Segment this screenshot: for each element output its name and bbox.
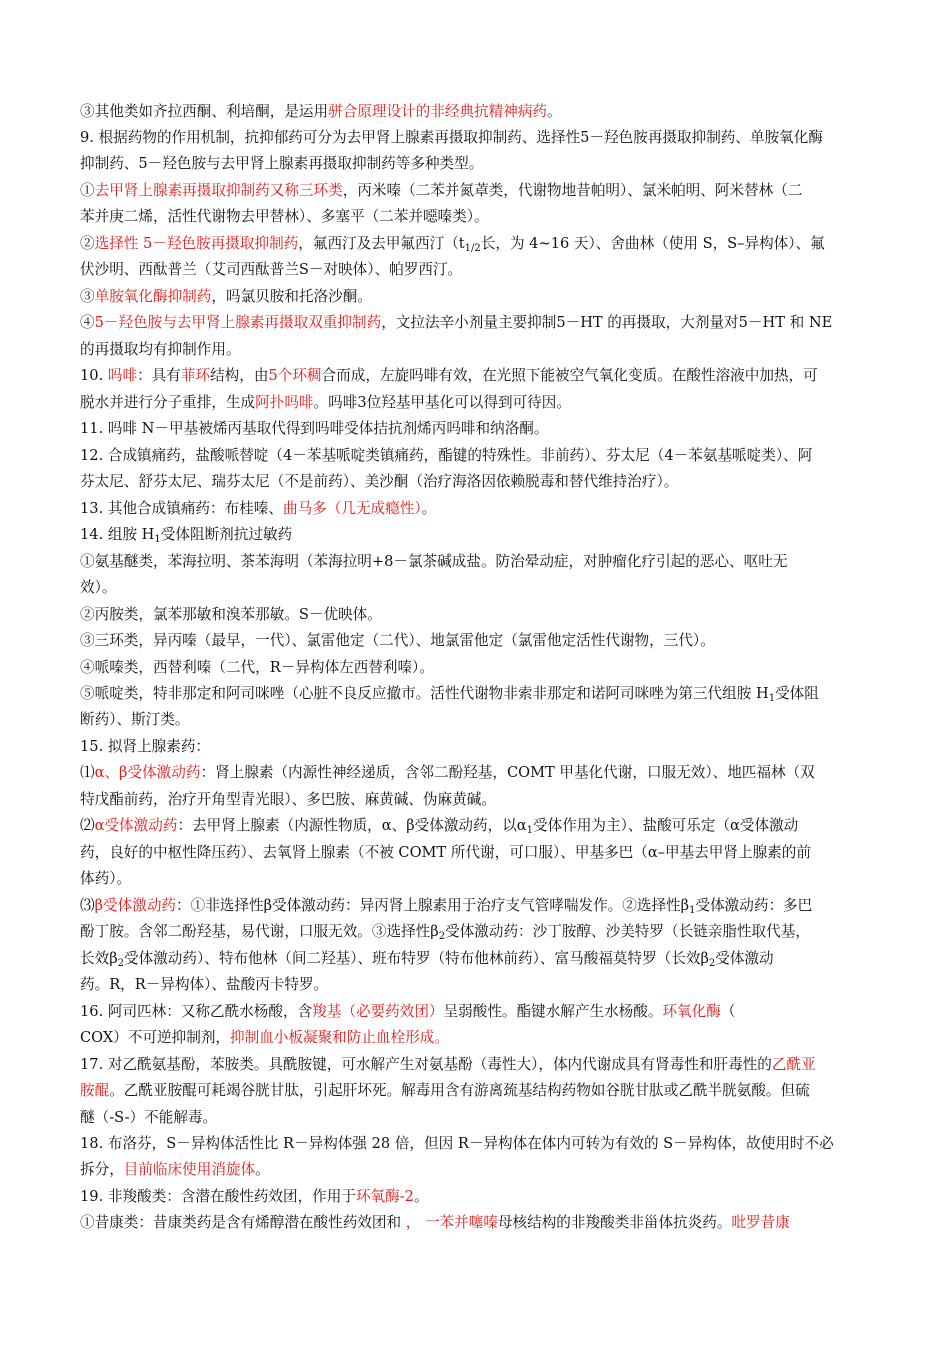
highlighted-text: 抑制血小板凝聚和防止血栓形成。 [230,1029,449,1046]
text-line [80,128,823,148]
text-segment: 特戊酯前药，治疗开角型青光眼）、多巴胺、麻黄碱、伪麻黄碱。 [80,791,496,808]
highlighted-text: 菲环 [180,367,211,384]
text-segment: 抑制药、5－羟色胺与去甲肾上腺素再摄取抑制药等多种类型。 [80,155,484,172]
highlighted-text: 目前临床使用消旋体 [123,1161,256,1178]
text-segment: ：具有 [137,367,181,384]
text-line [80,869,131,889]
text-segment: COX）不可逆抑制剂， [80,1029,231,1046]
text-line [80,260,462,280]
highlighted-text: 骈合原理设计的非经典抗精神病药 [328,103,548,120]
text-line [80,313,832,333]
text-segment: 17. 对乙酰氨基酚，苯胺类。具酰胺键，可水解产生对氨基酚（毒性大），体内代谢成具有肾毒性和肝毒性的 [80,1056,772,1073]
text-segment: 10. [80,367,108,384]
text-line [80,366,818,386]
highlighted-text: 阿扑吗啡 [255,394,314,411]
text-segment: 16. 阿司匹林：又称乙酰水杨酸，含 [80,1003,313,1020]
text-line [80,763,815,783]
text-segment: 。 [255,1161,270,1178]
text-segment: ⑶ [80,897,95,914]
text-line [80,816,798,836]
text-segment: 呈弱酸性。酯键水解产生水杨酸。 [443,1003,663,1020]
text-line [80,1055,816,1075]
text-segment: ④ [80,314,95,331]
text-line [80,1213,790,1233]
text-segment: ①氨基醚类，苯海拉明、茶苯海明（苯海拉明+8－氯茶碱成盐。防治晕动症，对肿瘤化疗引起的恶心、呕吐无 [80,553,788,570]
text-segment: ③ [80,288,95,305]
text-segment: ① [80,182,95,199]
text-line [80,843,811,863]
text-segment: 药，良好的中枢性降压药）、去氧肾上腺素（不被 COMT 所代谢，可口服）、甲基多巴（α–甲基去甲肾上腺素的前 [80,844,811,861]
text-line [80,181,802,201]
highlighted-text: ， 一苯并噻嗪 [405,1214,498,1231]
text-segment: 的再摄取均有抑制作用。 [80,341,241,358]
text-segment: 体药）。 [80,870,132,887]
text-line [80,207,489,227]
text-line [80,605,382,625]
text-segment: 伏沙明、西酞普兰（艾司西酞普兰S－对映体）、帕罗西汀。 [80,261,463,278]
text-line [80,446,812,466]
text-segment: 受体阻断剂抗过敏药 [160,526,293,543]
text-segment: 合而成，左旋吗啡有效，在光照下能被空气氧化变质。在酸性溶液中加热，可 [321,367,818,384]
text-segment: 13. 其他合成镇痛药：布桂嗪、 [80,500,283,517]
text-line [80,552,787,572]
text-line [80,922,810,942]
text-segment: 断药）、斯汀类。 [80,711,190,728]
highlighted-text: 胺醌 [80,1082,110,1099]
subscript: 2 [117,958,124,969]
text-line [80,631,715,651]
subscript: 2 [438,931,446,942]
subscript: 1 [526,825,534,836]
text-line [80,472,678,492]
text-line [80,790,496,810]
text-segment: 受体激动药）、特布他林（间二羟基）、班布特罗（特布他林前药）、富马酸福莫特罗（长效β [124,950,709,967]
highlighted-text: 吗啡 [107,367,138,384]
subscript: 2 [708,958,716,969]
text-segment: 效）。 [80,579,117,596]
text-line [80,658,434,678]
highlighted-text: 5个环稠 [268,367,322,384]
text-segment: 。 [547,103,562,120]
highlighted-text: 5－羟色胺与去甲肾上腺素再摄取双重抑制药 [94,314,382,331]
text-line [80,1187,429,1207]
text-segment: 受体激动药：多巴 [695,897,813,914]
text-segment: 受体作用为主）、盐酸可乐定（α受体激动 [533,817,799,834]
subscript: 1 [154,534,161,545]
highlighted-text: 选择性 5－羟色胺再摄取抑制药 [94,235,299,252]
subscript: 1/2 [464,243,481,254]
text-segment: 母核结构的非羧酸类非甾体抗炎药。 [497,1214,732,1231]
text-segment: ②丙胺类，氯苯那敏和溴苯那敏。S－优映体。 [80,606,382,623]
highlighted-text: 吡罗昔康 [731,1214,790,1231]
highlighted-text: 羧基（必要药效团） [312,1003,444,1020]
text-segment: 受体激动药：沙丁胺醇、沙美特罗（长链亲脂性取代基， [445,923,810,940]
text-line [80,684,819,704]
subscript: 1 [768,693,776,704]
text-line [80,1081,810,1101]
text-segment: 。 [413,1188,429,1205]
text-segment: 受体激动 [715,950,774,967]
text-segment: ：肾上腺素（内源性神经递质，含邻二酚羟基，COMT 甲基化代谢，口服无效）、地匹福林（双 [200,764,815,781]
text-segment: 苯并庚二烯，活性代谢物去甲替林）、多塞平（二苯并噁嗪类）。 [80,208,489,225]
text-segment: ，丙米嗪（二苯并氮䓬类，代谢物地昔帕明）、氯米帕明、阿米替林（二 [342,182,803,199]
text-line [80,896,812,916]
text-segment: ⑵ [80,817,95,834]
text-segment: 药。R，R－异构体）、盐酸丙卡特罗。 [80,976,329,993]
highlighted-text: 曲马多（几无成瘾性） [282,500,422,517]
text-line [80,1028,449,1048]
text-segment: 拆分， [80,1161,124,1178]
subscript: 1 [689,905,696,916]
text-line [80,975,328,995]
text-segment: ，文拉法辛小剂量主要抑制5－HT 的再摄取，大剂量对5－HT 和 NE [381,314,833,331]
text-line [80,102,562,122]
text-segment: 酚丁胺。含邻二酚羟基，易代谢，口服无效。③选择性β [80,923,439,940]
highlighted-text: α、β受体激动药 [94,764,201,781]
text-segment: 19. 非羧酸类：含潜在酸性药效团，作用于 [80,1188,356,1205]
text-segment: ④哌嗪类，西替利嗪（二代，R－异构体左西替利嗪）。 [80,659,434,676]
text-line [80,287,372,307]
text-segment: （ [720,1003,736,1020]
text-segment: 受体阻 [775,685,819,702]
text-segment: ② [80,235,95,252]
text-line [80,234,825,254]
text-segment: 14. 组胺 H [80,526,155,543]
text-segment: ，氟西汀及去甲氟西汀（t [298,235,465,252]
text-line [80,949,774,969]
text-line [80,340,241,360]
highlighted-text: 环氧化酶 [662,1003,721,1020]
text-segment: 。乙酰亚胺醌可耗竭谷胱甘肽，引起肝坏死。解毒用含有游离巯基结构药物如谷胱甘肽或乙酰半胱氨酸。但硫 [109,1082,810,1099]
text-line [80,737,210,757]
text-line [80,154,483,174]
text-segment: 。 [421,500,437,517]
text-line [80,1002,735,1022]
text-segment: ，吗氯贝胺和托洛沙酮。 [211,288,372,305]
text-segment: ：去甲肾上腺素（内源性物质，α、β受体激动药，以α [177,817,527,834]
text-segment: 9. 根据药物的作用机制，抗抑郁药可分为去甲肾上腺素再摄取抑制药、选择性5－羟色胺再摄取抑制药、单胺氧化酶 [80,129,823,146]
text-line [80,1108,217,1128]
text-segment: ⑴ [80,764,95,781]
text-segment: 11. 吗啡 N－甲基被烯丙基取代得到吗啡受体拮抗剂烯丙吗啡和纳洛酮。 [80,420,549,437]
text-segment: ③三环类，异丙嗪（最早，一代）、氯雷他定（二代）、地氯雷他定（氯雷他定活性代谢物，三代）。 [80,632,715,649]
text-segment: 12. 合成镇痛药，盐酸哌替啶（4－苯基哌啶类镇痛药，酯键的特殊性。非前药）、芬太尼（4－苯氨基哌啶类）、阿 [80,447,813,464]
text-line [80,1134,834,1154]
text-segment: 脱水并进行分子重排，生成 [80,394,256,411]
text-line [80,1160,270,1180]
text-line [80,499,436,519]
text-segment: ：①非选择性β受体激动药：异丙肾上腺素用于治疗支气管哮喘发作。②选择性β [176,897,690,914]
text-segment: 长，为 4~16 天）、舍曲林（使用 S，S–异构体）、氟 [480,235,825,252]
text-line [80,525,292,545]
text-segment: 结构，由 [210,367,269,384]
text-segment: ③其他类如齐拉西酮、利培酮，是运用 [80,103,329,120]
highlighted-text: α受体激动药 [94,817,178,834]
text-line [80,578,116,598]
text-segment: 芬太尼、舒芬太尼、瑞芬太尼（不是前药）、美沙酮（治疗海洛因依赖脱毒和替代维持治疗）。 [80,473,679,490]
text-line [80,419,548,439]
text-segment: 长效β [80,950,118,967]
text-segment: 醚（-S-）不能解毒。 [80,1109,218,1126]
highlighted-text: 单胺氧化酶抑制药 [94,288,212,305]
text-line [80,710,189,730]
text-segment: 15. 拟肾上腺素药： [80,738,211,755]
highlighted-text: 去甲肾上腺素再摄取抑制药又称三环类 [94,182,343,199]
text-segment: ①昔康类：昔康类药是含有烯醇潜在酸性药效团和 [80,1214,406,1231]
text-segment: 18. 布洛芬，S－异构体活性比 R－异构体强 28 倍，但因 R－异构体在体内可转为有效的 S－异构体，故使用时不必 [80,1135,834,1152]
highlighted-text: 乙酰亚 [771,1056,816,1073]
text-segment: ⑤哌啶类，特非那定和阿司咪唑（心脏不良反应撤市。活性代谢物非索非那定和诺阿司咪唑为第三代组胺 H [80,685,769,702]
highlighted-text: β受体激动药 [94,897,177,914]
highlighted-text: 环氧酶-2 [355,1188,414,1205]
text-segment: 。吗啡3位羟基甲基化可以得到可待因。 [313,394,571,411]
text-line [80,393,571,413]
